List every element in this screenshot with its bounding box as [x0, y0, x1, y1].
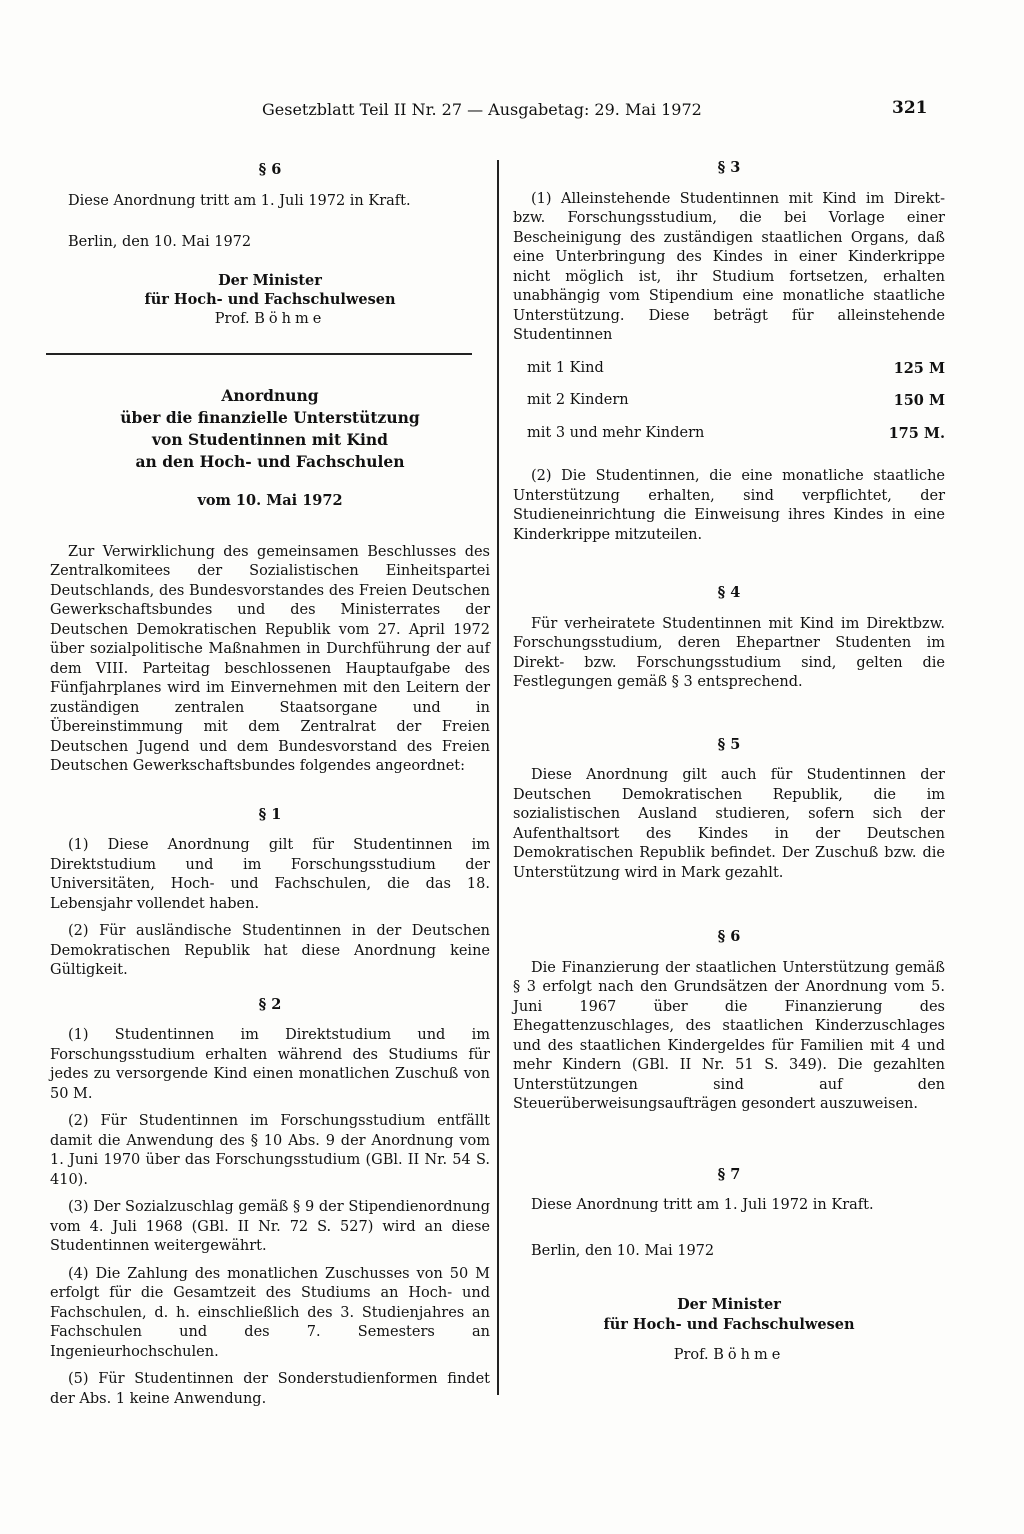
- paragraph: Diese Anordnung gilt auch für Studentinnen der Deutschen Demokratischen Republik, die im sozialistischen Ausland studieren, sofern sich der Aufenthaltsort des Kindes in der Deutschen Demokratischen Republik befindet. Der Zuschuß bzw. die Unterstützung wird in Mark gezahlt.: [513, 767, 945, 881]
- signature-surname: Böhme: [713, 1347, 785, 1363]
- section-heading: § 1: [258, 805, 282, 823]
- signature-office: für Hoch- und Fachschulwesen: [144, 291, 396, 308]
- title-line: Anordnung: [221, 386, 319, 405]
- section-heading: § 2: [258, 995, 282, 1013]
- allowance-row: [527, 424, 945, 444]
- paragraph: (2) Für ausländische Studentinnen in der Deutschen Demokratischen Republik hat diese Anordnung keine Gültigkeit.: [50, 923, 490, 978]
- section-heading: § 6: [717, 928, 741, 945]
- signature-prefix: Prof.: [673, 1347, 709, 1363]
- page-number: 321: [892, 98, 928, 118]
- section-heading: § 6: [258, 161, 282, 178]
- allowance-label: mit 1 Kind: [527, 359, 604, 376]
- ordinance-title: [50, 385, 490, 473]
- section-heading: § 5: [717, 735, 741, 753]
- signature-title: Der Minister: [218, 271, 322, 289]
- paragraph: (4) Die Zahlung des monatlichen Zuschusses von 50 M erfolgt für die Gesamtzeit des Studiums an Hoch- und Fachschulen, d. h. einschließlich des 3. Studienjahres an Fachschulen und des 7. Semesters an Ingenieurhochschulen.: [50, 1265, 490, 1360]
- section-heading: § 7: [717, 1165, 741, 1183]
- paragraph: Diese Anordnung tritt am 1. Juli 1972 in Kraft.: [531, 1197, 874, 1213]
- signature-title: Der Minister: [677, 1296, 781, 1313]
- paragraph: (2) Die Studentinnen, die eine monatliche staatliche Unterstützung erhalten, sind verpflichtet, der Studieneinrichtung die Einweisung ihres Kindes in eine Kinderkrippe mitzuteilen.: [513, 468, 945, 543]
- paragraph: (2) Für Studentinnen im Forschungsstudium entfällt damit die Anwendung des § 10 Abs. 9 der Anordnung vom 1. Juni 1970 über das Forschungsstudium (GBl. II Nr. 54 S. 410).: [50, 1113, 490, 1188]
- allowance-amount: 125 M: [893, 359, 945, 377]
- column-divider: [497, 160, 499, 1395]
- signature-name: [513, 1346, 945, 1366]
- section-heading: § 4: [717, 584, 741, 601]
- allowance-label: mit 3 und mehr Kindern: [527, 424, 705, 441]
- title-line: von Studentinnen mit Kind: [151, 430, 389, 449]
- title-line: über die finanzielle Unterstützung: [120, 408, 420, 427]
- signature-prefix: Prof.: [214, 310, 250, 327]
- title-line: an den Hoch- und Fachschulen: [135, 452, 405, 471]
- allowance-amount: 150 M: [893, 392, 945, 409]
- place-date: Berlin, den 10. Mai 1972: [531, 1242, 715, 1259]
- signature-name: [50, 310, 490, 330]
- left-column: [50, 160, 490, 1417]
- paragraph: (1) Diese Anordnung gilt für Studentinnen im Direktstudium und im Forschungsstudium der Universitäten, Hoch- und Fachschulen, die das 18. Lebensjahr vollendet haben.: [50, 837, 490, 912]
- allowance-amount: 175 M.: [888, 424, 945, 442]
- signature-office: für Hoch- und Fachschulwesen: [603, 1315, 855, 1333]
- preamble: Zur Verwirklichung des gemeinsamen Beschlusses des Zentralkomitees der Sozialistischen Einheitspartei Deutschlands, des Bundesvorstandes des Freien Deutschen Gewerkschaftsbundes und des Ministerrates der Deutschen Demokratischen Republik vom 27. April 1972 über sozialpolitische Maßnahmen in Durchführung der auf dem VIII. Parteitag beschlossenen Hauptaufgabe des Fünfjahrplanes wird im Einvernehmen mit den Leitern der zuständigen zentralen Staatsorgane und in Übereinstimmung mit dem Zentralrat der Freien Deutschen Jugend und dem Bundesvorstand des Freien Deutschen Gewerkschaftsbundes folgendes angeordnet:: [50, 543, 490, 774]
- ordinance-date: vom 10. Mai 1972: [197, 492, 343, 509]
- horizontal-rule: [46, 353, 472, 355]
- place-date: Berlin, den 10. Mai 1972: [68, 234, 252, 250]
- paragraph: Die Finanzierung der staatlichen Unterstützung gemäß § 3 erfolgt nach den Grundsätzen der Anordnung vom 5. Juni 1967 über die Finanzierung des Ehegattenzuschlages, des staatlichen Kinderzuschlages und des staatlichen Kindergeldes für Familien mit 4 und mehr Kindern (GBl. II Nr. 51 S. 349). Die gezahlten Unterstützungen sind auf den Steuerüberweisungsaufträgen gesondert auszuweisen.: [513, 959, 945, 1112]
- allowance-row: [527, 391, 945, 411]
- right-column: [513, 158, 945, 1366]
- running-header: Gesetzblatt Teil II Nr. 27 — Ausgabetag: 29. Mai 1972: [262, 100, 702, 119]
- paragraph: (3) Der Sozialzuschlag gemäß § 9 der Stipendienordnung vom 4. Juli 1968 (GBl. II Nr. 72 S. 527) wird an diese Studentinnen weitergewährt.: [50, 1199, 490, 1254]
- paragraph: Diese Anordnung tritt am 1. Juli 1972 in Kraft.: [68, 192, 411, 209]
- paragraph: Für verheiratete Studentinnen mit Kind im Direktbzw. Forschungsstudium, deren Ehepartner Studenten im Direkt- bzw. Forschungsstudium sind, gelten die Festlegungen gemäß § 3 entsprechend.: [513, 615, 945, 690]
- paragraph: (1) Alleinstehende Studentinnen mit Kind im Direkt- bzw. Forschungsstudium, die bei Vorlage einer Bescheinigung des zuständigen staatlichen Organs, daß eine Unterbringung des Kindes in einer Kinderkrippe nicht möglich ist, ihr Studium fortsetzen, erhalten unabhängig vom Stipendium eine monatliche staatliche Unterstützung. Diese beträgt für alleinstehende Studentinnen: [513, 190, 945, 343]
- paragraph: (1) Studentinnen im Direktstudium und im Forschungsstudium erhalten während des Studiums für jedes zu versorgende Kind einen monatlichen Zuschuß von 50 M.: [50, 1027, 490, 1102]
- allowance-label: mit 2 Kindern: [527, 392, 629, 408]
- allowance-row: [527, 359, 945, 379]
- paragraph: (5) Für Studentinnen der Sonderstudienformen findet der Abs. 1 keine Anwendung.: [50, 1371, 490, 1407]
- section-heading: § 3: [717, 159, 741, 176]
- signature-surname: Böhme: [254, 310, 326, 327]
